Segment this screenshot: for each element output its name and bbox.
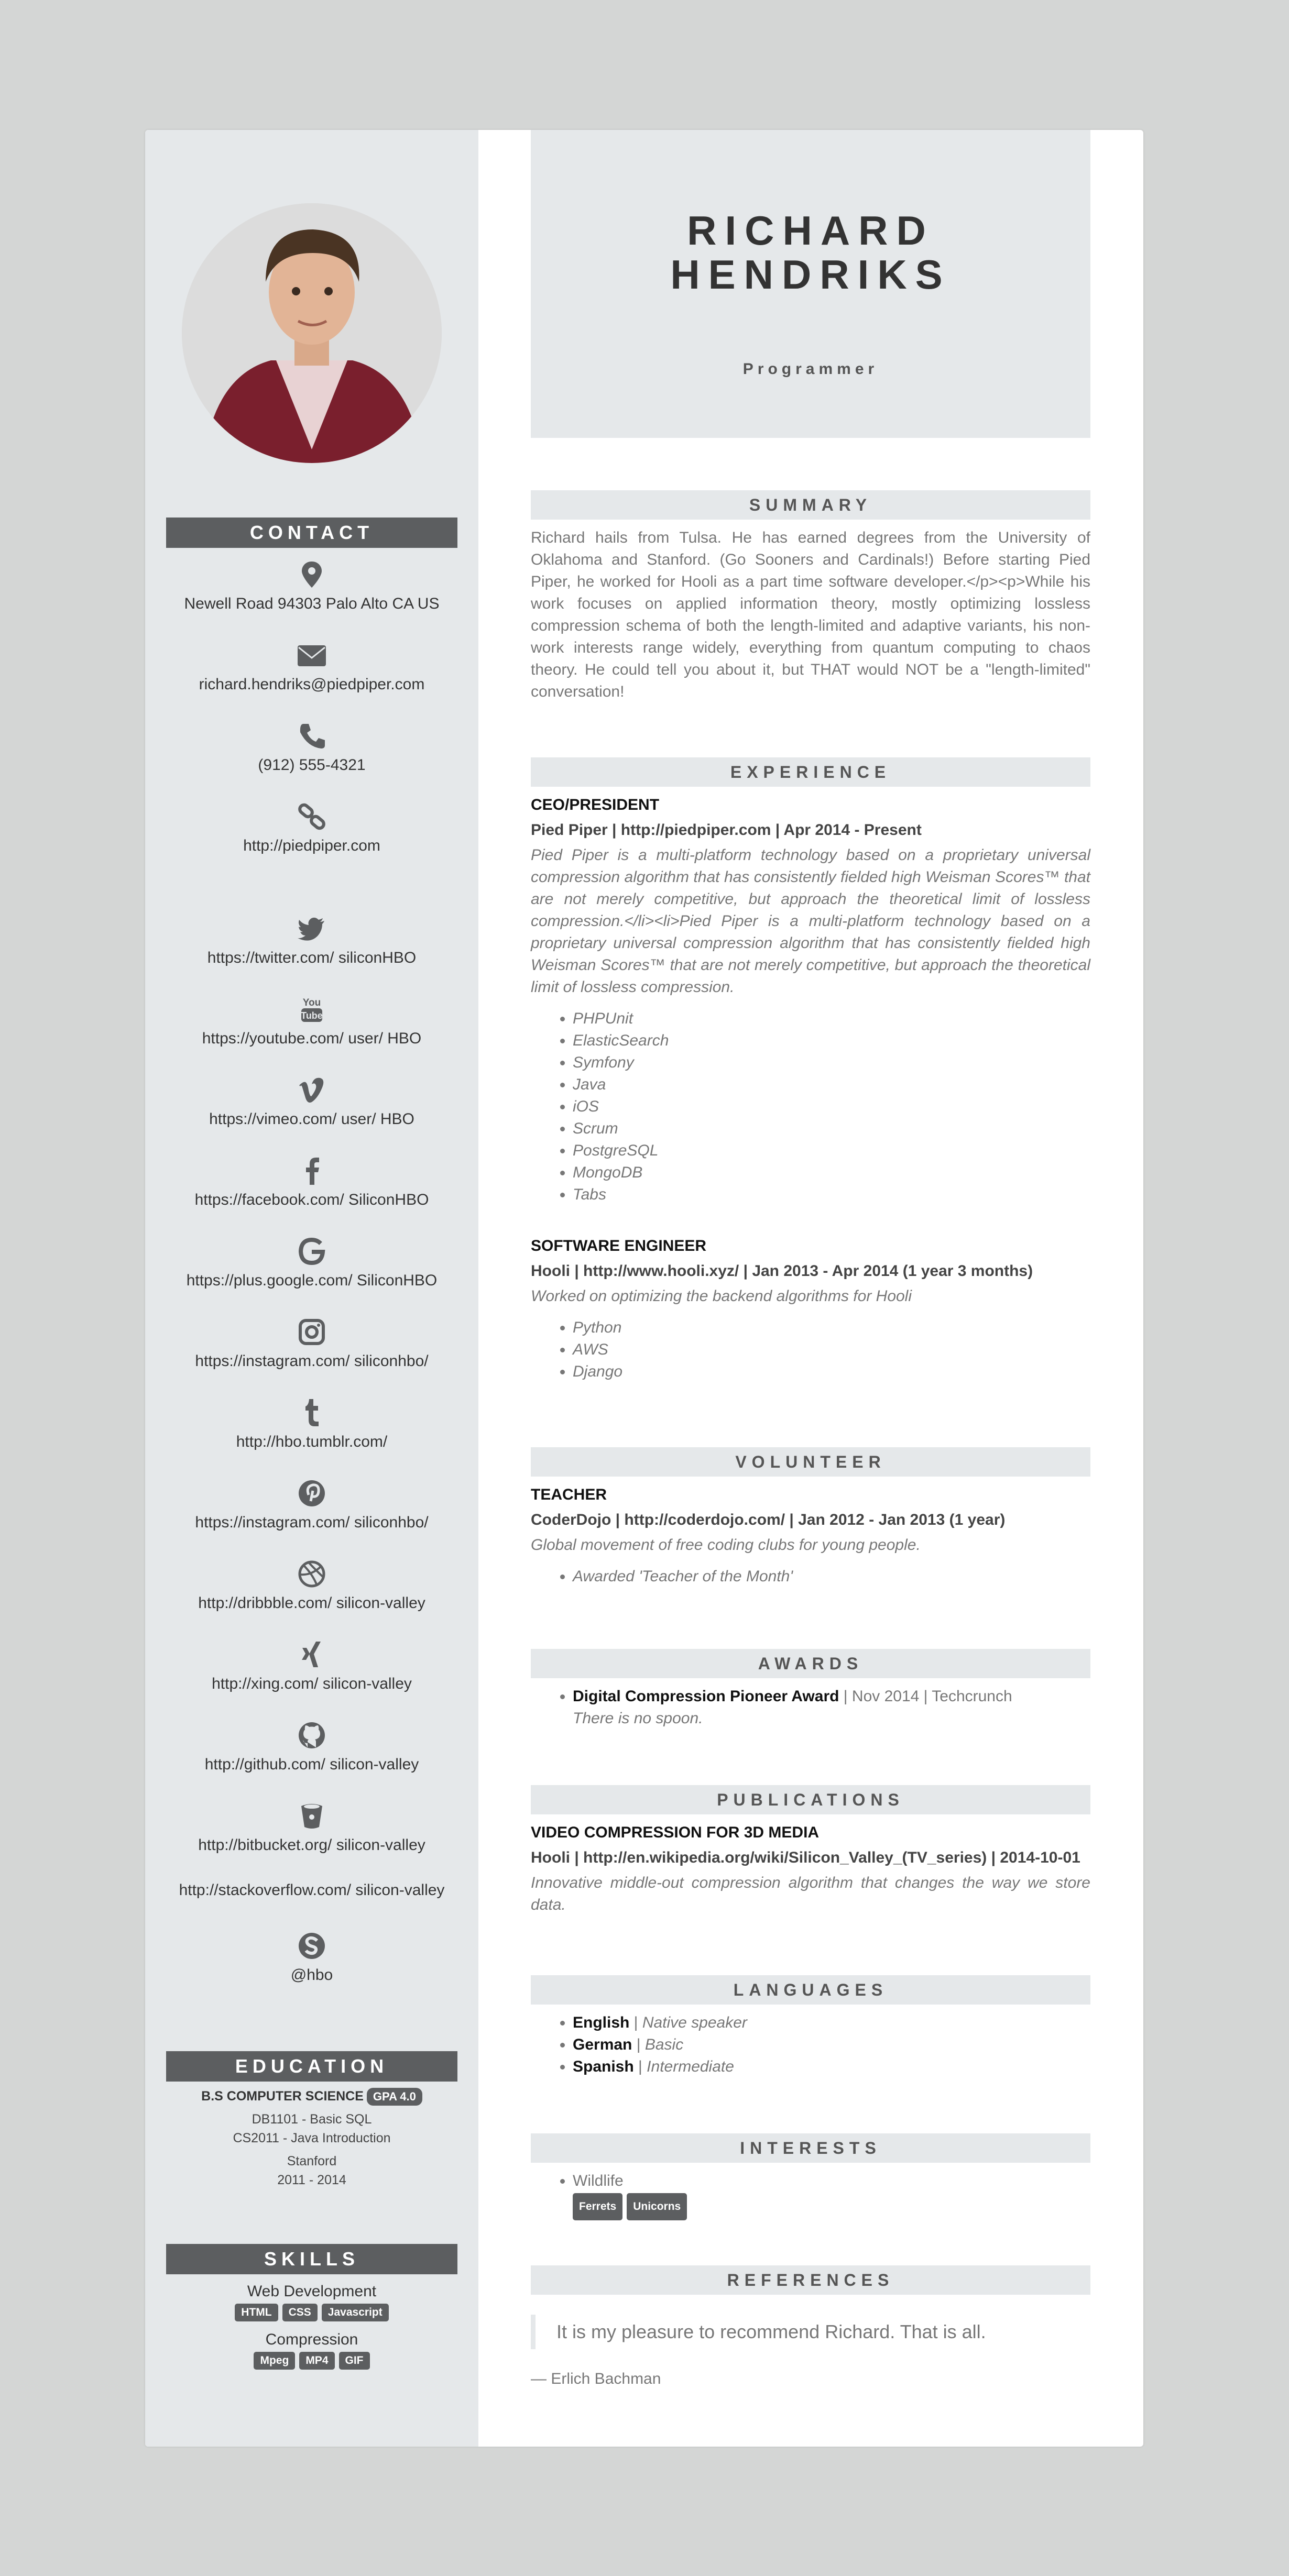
contact-email-text[interactable]: richard.hendriks@piedpiper.com	[199, 676, 425, 693]
education-course: DB1101 - Basic SQL	[252, 2112, 372, 2127]
envelope-icon	[296, 640, 327, 670]
phone-icon	[296, 721, 327, 751]
profile-instagram-text[interactable]: https://instagram.com/ siliconhbo/	[195, 1352, 429, 1370]
pinterest-icon	[296, 1478, 327, 1509]
highlight-item: • ElasticSearch	[573, 1030, 1090, 1052]
profile-youtube-text[interactable]: https://youtube.com/ user/ HBO	[202, 1030, 422, 1047]
google-icon	[296, 1236, 327, 1267]
award-meta: | Nov 2014 | Techcrunch	[839, 1688, 1012, 1705]
languages-heading: LANGUAGES	[531, 1975, 1090, 2005]
summary-text: Richard hails from Tulsa. He has earned degrees from the University of Oklahoma and Stanford. (Go Sooners and Cardinals!) Before starting Pied Piper, he worked for Hooli as a part time software developer.</p><p>While his work focuses on applied information theory, mostly optimizing lossless compression schema of both the length-limited and adaptive variants, his non-work interests range widely, everything from quantum computing to chaos theory. He could tell you about it, but THAT would NOT be a "length-limited" conversation!	[531, 529, 1090, 700]
skill-group-name: Web Development	[247, 2283, 377, 2300]
xing-icon	[296, 1639, 327, 1670]
experience-section	[531, 757, 1090, 1383]
skill-tag: HTML	[235, 2304, 278, 2321]
profile-google-text[interactable]: https://plus.google.com/ SiliconHBO	[186, 1272, 438, 1289]
highlight-item: • MongoDB	[573, 1162, 1090, 1184]
header	[531, 130, 1090, 438]
contact-address-text: Newell Road 94303 Palo Alto CA US	[184, 595, 440, 612]
education-school: Stanford	[287, 2154, 337, 2168]
skill-tag: Javascript	[322, 2304, 389, 2321]
profile-twitter-text[interactable]: https://twitter.com/ siliconHBO	[207, 949, 417, 966]
job-description: Worked on optimizing the backend algorithms for Hooli	[531, 1287, 912, 1305]
education-heading: EDUCATION	[166, 2051, 457, 2082]
profile-github[interactable]	[145, 1720, 478, 1801]
interest-item	[573, 2170, 1090, 2220]
profile-google[interactable]	[145, 1236, 478, 1317]
gpa-badge: GPA 4.0	[367, 2088, 422, 2106]
reference-author: — Erlich Bachman	[531, 2370, 661, 2387]
profile-pinterest[interactable]	[145, 1478, 478, 1559]
highlight-item: • Tabs	[573, 1184, 1090, 1206]
sidebar	[145, 130, 478, 2447]
publications-heading: PUBLICATIONS	[531, 1785, 1090, 1814]
job-meta: Hooli | http://www.hooli.xyz/ | Jan 2013 - Apr 2014 (1 year 3 months)	[531, 1262, 1033, 1280]
language-level: Native speaker	[642, 2014, 747, 2031]
twitter-icon	[296, 913, 327, 944]
language-separator: |	[629, 2014, 642, 2031]
profile-bitbucket-text[interactable]: http://bitbucket.org/ silicon-valley	[198, 1836, 425, 1854]
dribbble-icon	[296, 1559, 327, 1589]
job-meta: Pied Piper | http://piedpiper.com | Apr 2014 - Present	[531, 821, 922, 839]
highlight-item: • Symfony	[573, 1052, 1090, 1074]
volunteer-highlights	[531, 1566, 1090, 1588]
publications-section	[531, 1785, 1090, 1916]
volunteer-meta: CoderDojo | http://coderdojo.com/ | Jan 2012 - Jan 2013 (1 year)	[531, 1511, 1006, 1528]
profile-github-text[interactable]: http://github.com/ silicon-valley	[204, 1756, 419, 1773]
profile-vimeo[interactable]	[145, 1075, 478, 1155]
contact-phone[interactable]	[145, 721, 478, 801]
language-item	[573, 2056, 1090, 2078]
awards-section	[531, 1649, 1090, 1730]
skill-tags	[145, 2304, 478, 2321]
experience-heading: EXPERIENCE	[531, 757, 1090, 787]
interest-keywords	[571, 2193, 1090, 2220]
skills-heading: SKILLS	[166, 2244, 457, 2274]
skills-block	[145, 2283, 478, 2370]
person-title: Programmer	[742, 360, 879, 378]
language-separator: |	[632, 2036, 645, 2053]
skype-icon	[296, 1931, 327, 1961]
education-course: CS2011 - Java Introduction	[233, 2131, 391, 2145]
volunteer-description: Global movement of free coding clubs for young people.	[531, 1536, 921, 1554]
interests-section	[531, 2133, 1090, 2220]
highlight-item: • PHPUnit	[573, 1008, 1090, 1030]
link-icon	[296, 801, 327, 832]
profile-stackoverflow-text[interactable]: http://stackoverflow.com/ silicon-valley	[179, 1881, 445, 1899]
youtube-icon	[296, 994, 327, 1025]
language-item	[573, 2034, 1090, 2056]
skill-tags	[145, 2352, 478, 2370]
interest-tag: Unicorns	[627, 2193, 687, 2220]
language-item	[573, 2012, 1090, 2034]
contact-list	[145, 559, 478, 2011]
profile-dribbble-text[interactable]: http://dribbble.com/ silicon-valley	[198, 1594, 425, 1612]
highlight-item: • Java	[573, 1074, 1090, 1096]
map-marker-icon	[296, 559, 327, 590]
skill-tag: MP4	[299, 2352, 334, 2370]
language-separator: |	[633, 2058, 647, 2075]
profile-stackoverflow[interactable]	[145, 1881, 478, 1931]
skill-group-name: Compression	[265, 2331, 358, 2348]
interest-tag: Ferrets	[573, 2193, 622, 2220]
education-degree: B.S COMPUTER SCIENCE	[201, 2089, 364, 2104]
contact-address	[145, 559, 478, 640]
awards-heading: AWARDS	[531, 1649, 1090, 1678]
contact-website[interactable]	[145, 801, 478, 882]
languages-section	[531, 1975, 1090, 2078]
resume-page	[145, 130, 1143, 2447]
highlight-item: • Python	[573, 1317, 1090, 1339]
references-section	[531, 2265, 1090, 2388]
summary-heading: SUMMARY	[531, 490, 1090, 520]
profile-youtube[interactable]	[145, 994, 478, 1075]
profile-xing[interactable]	[145, 1639, 478, 1720]
language-name: English	[573, 2014, 630, 2031]
profile-tumblr[interactable]	[145, 1397, 478, 1478]
interests-heading: INTERESTS	[531, 2133, 1090, 2163]
highlight-item: • AWS	[573, 1339, 1090, 1361]
contact-heading: CONTACT	[166, 518, 457, 548]
award-title: Digital Compression Pioneer Award	[573, 1688, 839, 1705]
job-title: SOFTWARE ENGINEER	[531, 1237, 707, 1254]
job-description: Pied Piper is a multi-platform technology based on a proprietary universal compression algorithm that has consistently fielded high Weisman Scores™ that are not merely competitive, but approach the theoretical limit of lossless compression.</li><li>Pied Piper is a multi-platform technology based on a proprietary universal compression algorithm that has consistently fielded high Weisman Scores™ that are not merely competitive, but approach the theoretical limit of lossless compression.	[531, 846, 1090, 996]
contact-phone-text[interactable]: (912) 555-4321	[258, 756, 366, 774]
volunteer-section	[531, 1447, 1090, 1588]
profile-facebook-text[interactable]: https://facebook.com/ SiliconHBO	[194, 1191, 429, 1208]
person-name: RICHARD HENDRIKS	[670, 207, 951, 298]
highlight-item: • Django	[573, 1361, 1090, 1383]
bitbucket-icon	[296, 1801, 327, 1831]
highlight-item: • Awarded 'Teacher of the Month'	[573, 1566, 1090, 1588]
profile-xing-text[interactable]: http://xing.com/ silicon-valley	[212, 1675, 412, 1692]
profile-facebook[interactable]	[145, 1155, 478, 1236]
publication-description: Innovative middle-out compression algorithm that changes the way we store data.	[531, 1874, 1090, 1913]
education-block	[145, 2088, 478, 2189]
highlight-item: • PostgreSQL	[573, 1140, 1090, 1162]
profile-twitter[interactable]	[145, 913, 478, 994]
facebook-icon	[296, 1155, 327, 1186]
summary-section	[531, 490, 1090, 703]
highlight-item: • iOS	[573, 1096, 1090, 1118]
instagram-icon	[296, 1317, 327, 1347]
profile-photo	[182, 203, 442, 463]
skill-tag: GIF	[339, 2352, 370, 2370]
award-item	[573, 1686, 1090, 1730]
job-highlights	[531, 1008, 1090, 1206]
job-highlights	[531, 1317, 1090, 1383]
profile-bitbucket[interactable]	[145, 1801, 478, 1881]
references-heading: REFERENCES	[531, 2265, 1090, 2295]
awards-list	[531, 1686, 1090, 1730]
reference-quote: It is my pleasure to recommend Richard. That is all.	[531, 2315, 1090, 2349]
profile-skype[interactable]	[145, 1931, 478, 2011]
contact-website-text[interactable]: http://piedpiper.com	[243, 837, 380, 854]
github-icon	[296, 1720, 327, 1751]
profile-instagram[interactable]	[145, 1317, 478, 1397]
job-title: CEO/PRESIDENT	[531, 796, 660, 813]
contact-email[interactable]	[145, 640, 478, 721]
skill-tag: CSS	[282, 2304, 318, 2321]
volunteer-title: TEACHER	[531, 1486, 607, 1503]
profile-pinterest-text[interactable]: https://instagram.com/ siliconhbo/	[195, 1514, 429, 1531]
svg-text:You: You	[302, 997, 321, 1008]
profile-dribbble[interactable]	[145, 1559, 478, 1639]
skill-tag: Mpeg	[254, 2352, 295, 2370]
svg-text:Tube: Tube	[301, 1010, 323, 1021]
vimeo-icon	[296, 1075, 327, 1105]
education-years: 2011 - 2014	[277, 2173, 346, 2187]
volunteer-heading: VOLUNTEER	[531, 1447, 1090, 1477]
profile-vimeo-text[interactable]: https://vimeo.com/ user/ HBO	[209, 1110, 414, 1128]
language-name: German	[573, 2036, 632, 2053]
language-level: Intermediate	[647, 2058, 734, 2075]
award-summary: There is no spoon.	[573, 1710, 703, 1727]
profile-tumblr-text[interactable]: http://hbo.tumblr.com/	[236, 1433, 388, 1450]
publication-meta: Hooli | http://en.wikipedia.org/wiki/Silicon_Valley_(TV_series) | 2014-10-01	[531, 1849, 1080, 1866]
language-name: Spanish	[573, 2058, 634, 2075]
tumblr-icon	[296, 1397, 327, 1428]
interests-list	[531, 2170, 1090, 2220]
languages-list	[531, 2012, 1090, 2078]
interest-name: Wildlife	[573, 2172, 624, 2189]
highlight-item: • Scrum	[573, 1118, 1090, 1140]
profile-skype-text[interactable]: @hbo	[290, 1966, 333, 1984]
language-level: Basic	[644, 2036, 684, 2053]
publication-title: VIDEO COMPRESSION FOR 3D MEDIA	[531, 1824, 820, 1841]
